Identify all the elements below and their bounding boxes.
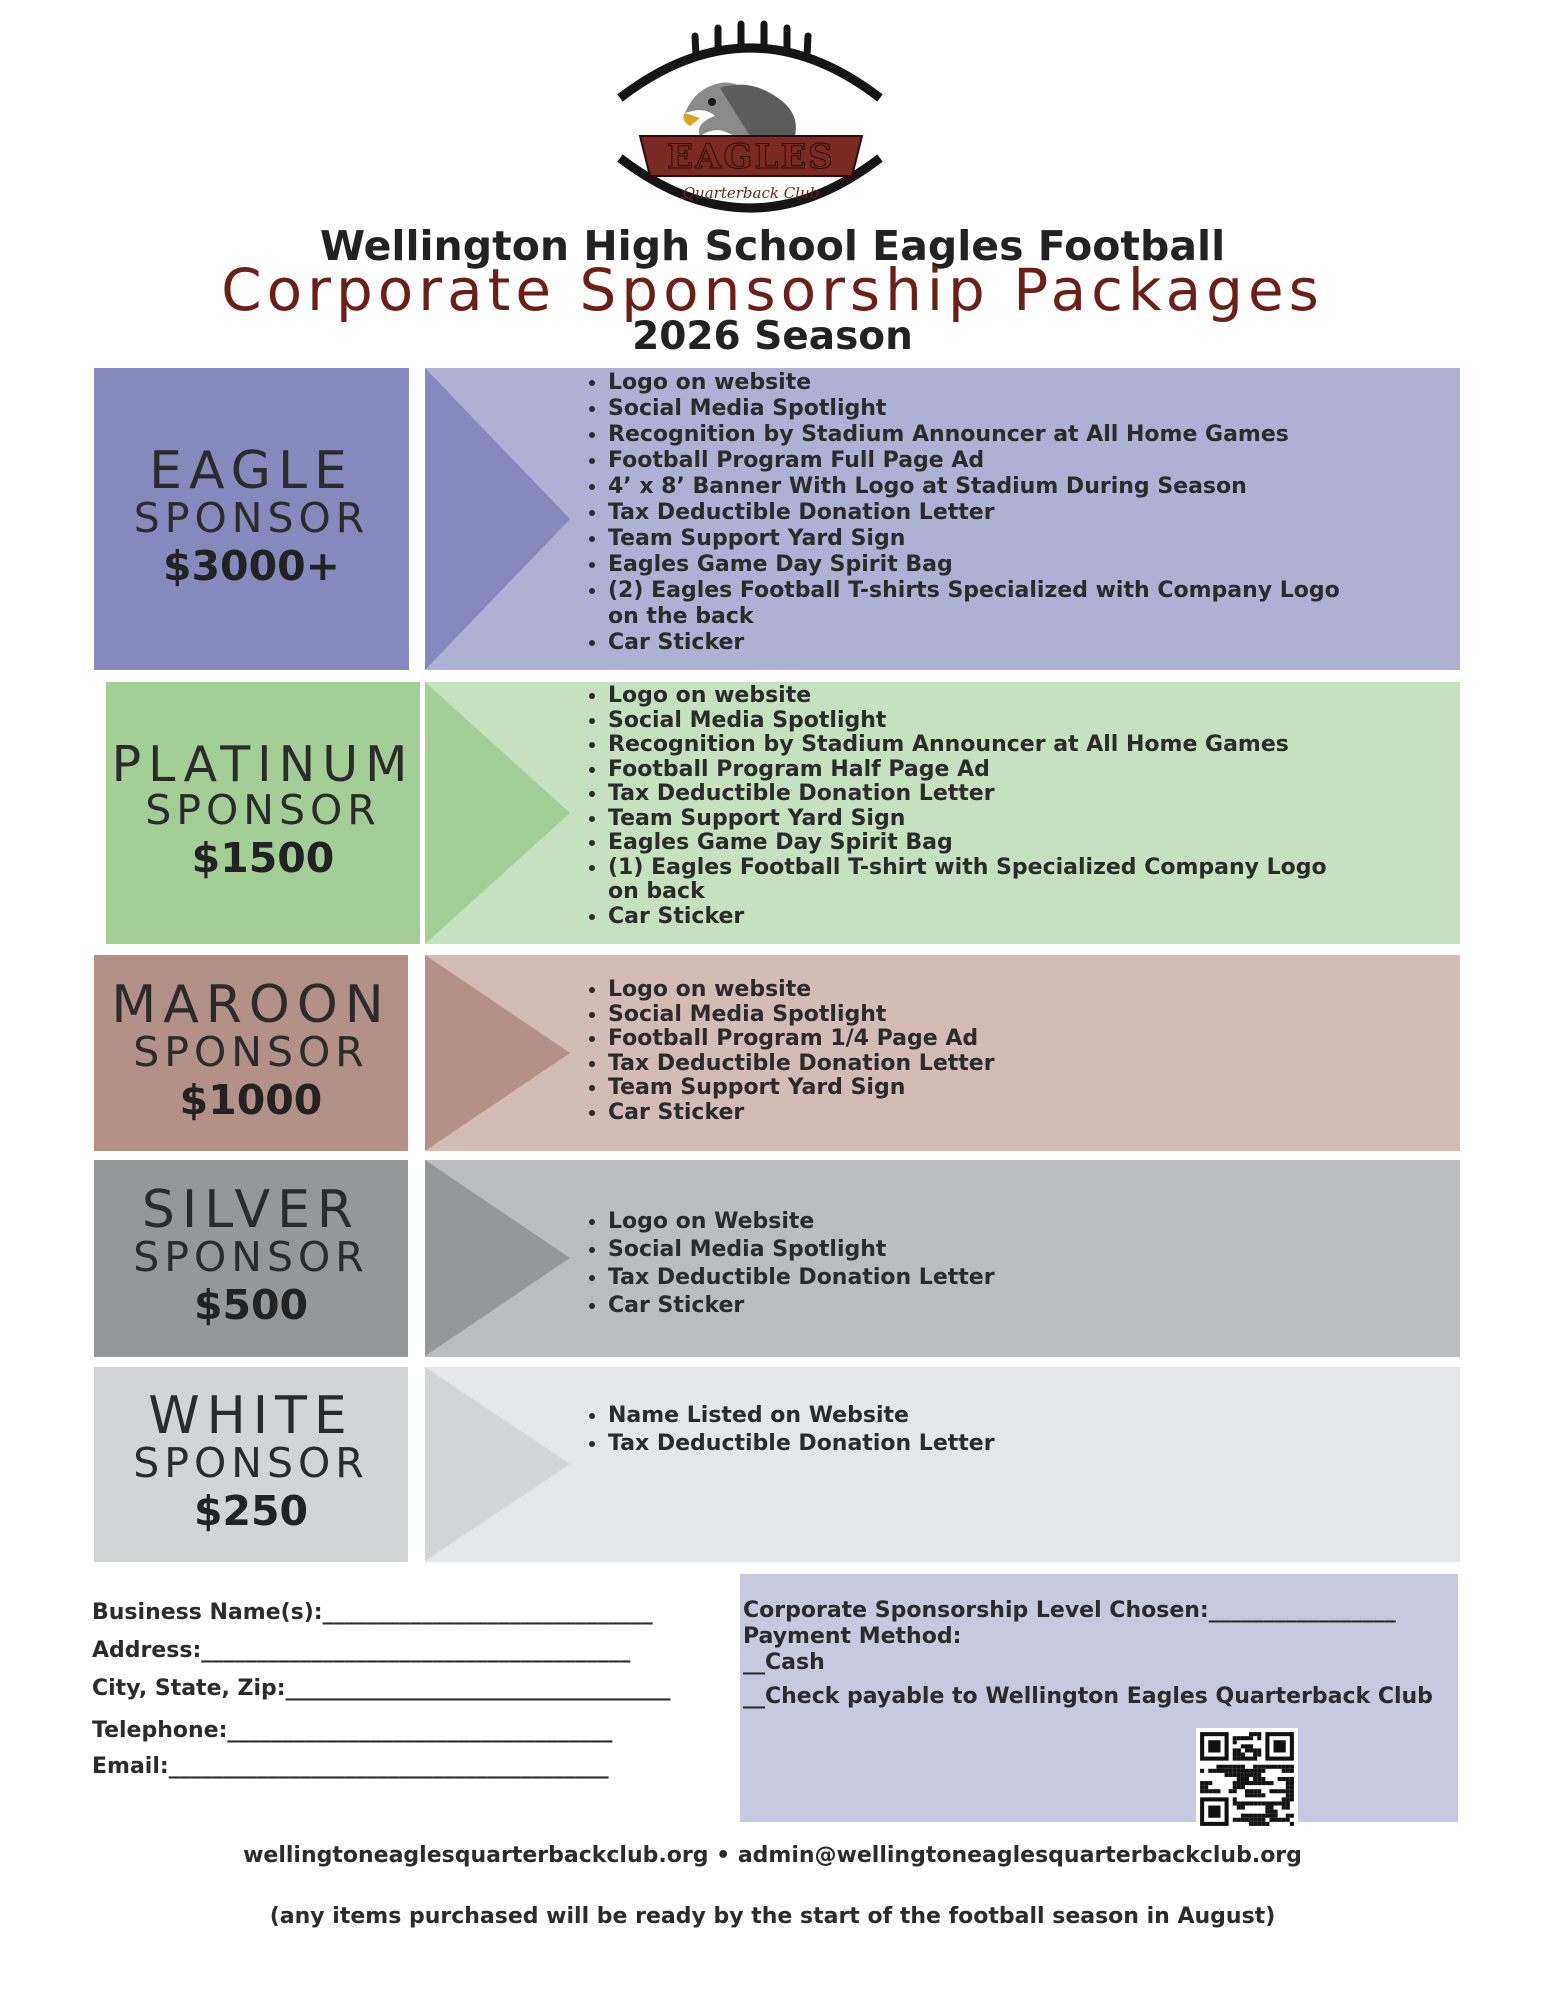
perk-item: • Team Support Yard Sign [608, 1076, 1352, 1101]
perk-item: • Logo on website [608, 370, 1352, 396]
perk-item: • Football Program Full Page Ad [608, 448, 1352, 474]
perk-item: • Tax Deductible Donation Letter [608, 1430, 1352, 1458]
tier-perks-list [572, 1208, 1352, 1320]
perk-item: • Social Media Spotlight [608, 1236, 1352, 1264]
telephone-field[interactable]: Telephone:___________________________________ [92, 1718, 613, 1743]
perk-item: • Eagles Game Day Spirit Bag [608, 831, 1352, 856]
perk-item: • 4’ x 8’ Banner With Logo at Stadium During Season [608, 474, 1352, 500]
footer-contact: wellingtoneaglesquarterbackclub.org • admin@wellingtoneaglesquarterbackclub.org [243, 1843, 1302, 1868]
perk-item: • Logo on Website [608, 1208, 1352, 1236]
tier-perks-list [572, 1402, 1352, 1458]
tier-perks-list [572, 684, 1352, 929]
perk-item: • Car Sticker [608, 1292, 1352, 1320]
perk-item: • Team Support Yard Sign [608, 807, 1352, 832]
perk-item: • Social Media Spotlight [608, 709, 1352, 734]
perk-item: • Car Sticker [608, 905, 1352, 930]
perk-item: • Social Media Spotlight [608, 396, 1352, 422]
perk-item: • Tax Deductible Donation Letter [608, 1052, 1352, 1077]
tier-sponsor-label: SPONSOR [133, 1027, 369, 1076]
perk-item: • (1) Eagles Football T-shirt with Specialized Company Logo on back [608, 856, 1352, 905]
tier-label-platinum [106, 682, 420, 944]
payment-check-option[interactable]: __Check payable to Wellington Eagles Quarterback Club [743, 1684, 1433, 1709]
qr-code[interactable] [1196, 1728, 1298, 1830]
tier-arrow [425, 1160, 570, 1356]
logo-text: EAGLES [667, 137, 835, 177]
tier-perks [572, 1402, 1352, 1458]
perk-item: • Logo on website [608, 978, 1352, 1003]
tier-perks [572, 1208, 1352, 1320]
tier-arrow [425, 682, 570, 944]
tier-arrow [425, 368, 570, 670]
perk-item: • Recognition by Stadium Announcer at All Home Games [608, 733, 1352, 758]
tier-perks-list [572, 370, 1352, 656]
tier-name: EAGLE [149, 440, 354, 501]
tier-price: $1000 [179, 1075, 323, 1124]
tier-price: $500 [193, 1281, 309, 1330]
perk-item: • Name Listed on Website [608, 1402, 1352, 1430]
school-title: Wellington High School Eagles Football [319, 222, 1226, 270]
tier-price: $3000+ [163, 541, 340, 590]
tier-label-white [94, 1367, 408, 1562]
tier-label-silver [94, 1160, 408, 1357]
tier-perks-list [572, 978, 1352, 1125]
tier-sponsor-label: SPONSOR [133, 1233, 369, 1282]
perk-item: • Recognition by Stadium Announcer at All Home Games [608, 422, 1352, 448]
tier-sponsor-label: SPONSOR [145, 786, 381, 835]
season-title: 2026 Season [632, 314, 913, 359]
tier-arrow [425, 1367, 570, 1561]
tier-label-eagle [94, 368, 409, 670]
tier-perks [572, 684, 1352, 929]
perk-item: • Car Sticker [608, 1101, 1352, 1126]
perk-item: • (2) Eagles Football T-shirts Specialized with Company Logo on the back [608, 578, 1352, 630]
tier-sponsor-label: SPONSOR [133, 493, 370, 542]
perk-item: • Football Program 1/4 Page Ad [608, 1027, 1352, 1052]
perk-item: • Tax Deductible Donation Letter [608, 782, 1352, 807]
perk-item: • Team Support Yard Sign [608, 526, 1352, 552]
sponsorship-choice-box [740, 1574, 1458, 1822]
perk-item: • Logo on website [608, 684, 1352, 709]
tier-name: SILVER [141, 1180, 361, 1241]
perk-item: • Eagles Game Day Spirit Bag [608, 552, 1352, 578]
footer-note: (any items purchased will be ready by the start of the football season in August) [269, 1904, 1276, 1929]
tier-label-maroon [94, 955, 408, 1151]
tier-name: WHITE [148, 1386, 354, 1447]
perk-item: • Tax Deductible Donation Letter [608, 500, 1352, 526]
email-field[interactable]: Email:________________________________________ [92, 1754, 609, 1779]
packages-title: Corporate Sponsorship Packages [221, 256, 1324, 324]
perk-item: • Social Media Spotlight [608, 1003, 1352, 1028]
tier-name: PLATINUM [111, 736, 415, 794]
address-field[interactable]: Address:_______________________________________ [92, 1638, 631, 1663]
tier-name: MAROON [111, 974, 391, 1035]
payment-method-label: Payment Method: [743, 1624, 962, 1649]
tier-perks [572, 370, 1352, 656]
logo-subtext: Quarterback Club [682, 184, 820, 202]
city-state-zip-field[interactable]: City, State, Zip:___________________________________ [92, 1676, 671, 1701]
tier-perks [572, 978, 1352, 1125]
perk-item: • Football Program Half Page Ad [608, 758, 1352, 783]
perk-item: • Car Sticker [608, 630, 1352, 656]
tier-price: $1500 [191, 834, 335, 883]
eagles-quarterback-club-logo [600, 18, 900, 228]
perk-item: • Tax Deductible Donation Letter [608, 1264, 1352, 1292]
tier-price: $250 [193, 1487, 309, 1536]
tier-sponsor-label: SPONSOR [133, 1439, 369, 1488]
tier-perks-panel [425, 1367, 1460, 1562]
tier-arrow [425, 955, 570, 1151]
payment-cash-option[interactable]: __Cash [743, 1650, 825, 1675]
business-name-field[interactable]: Business Name(s):______________________________ [92, 1600, 653, 1625]
sponsorship-level-field[interactable]: Corporate Sponsorship Level Chosen:_________________ [743, 1598, 1396, 1623]
